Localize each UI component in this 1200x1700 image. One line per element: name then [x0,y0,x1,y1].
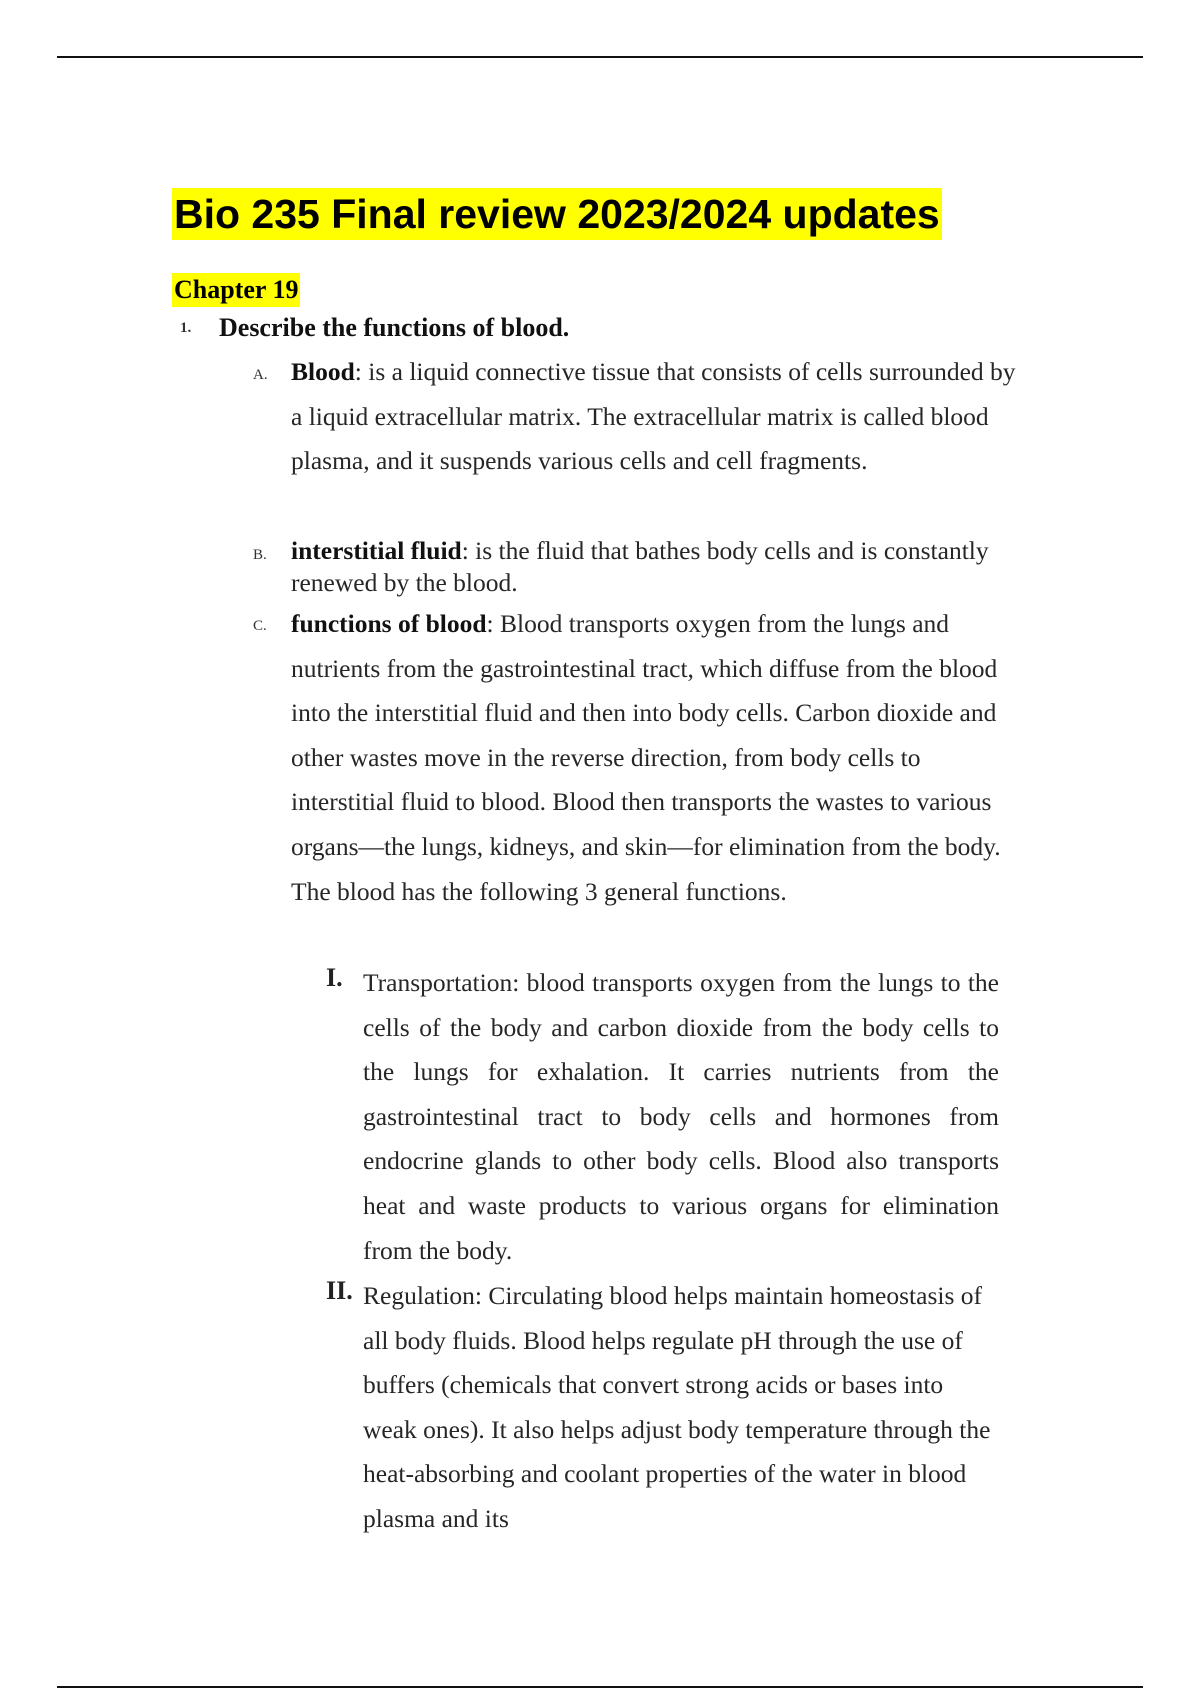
question-text: Describe the functions of blood. [219,313,570,342]
item-blood [291,350,1016,484]
subitem-transportation: Transportation: blood transports oxygen from the lungs to the cells of the body and carbon dioxide from the body cells to the lungs for exhalation. It carries nutrients from the gastrointestinal tract to body cells and hormones from endocrine glands to other body cells. Blood also transports heat and waste products to various organs for elimination from the body. [363,968,999,1265]
item-text: : is a liquid connective tissue that consists of cells surrounded by a liquid extracellular matrix. The extracellular matrix is called blood plasma, and it suspends various cells and cell fragments. [291,357,1016,476]
subitem-marker-i: I. [326,963,343,992]
subitem-regulation: Regulation: Circulating blood helps maintain homeostasis of all body fluids. Blood helps regulate pH through the use of buffers (chemicals that convert strong acids or bases into weak ones). It also helps adjust body temperature through the heat-absorbing and coolant properties of the water in blood plasma and its [363,1281,991,1533]
page-title: Bio 235 Final review 2023/2024 updates [172,188,942,240]
item-text: : Blood transports oxygen from the lungs and nutrients from the gastrointestinal tract, which diffuse from the blood into the interstitial fluid and then into body cells. Carbon dioxide and other wastes move in the reverse direction, from body cells to interstitial fluid to blood. Blood then transports the wastes to various organs—the lungs, kidneys, and skin—for elimination from the body. The blood has the following 3 general functions. [291,609,1001,906]
item-term: Blood [291,357,355,386]
question-number: 1. [180,320,192,336]
item-term: functions of blood [291,609,487,638]
subitem-marker-ii: II. [326,1276,353,1305]
item-interstitial-fluid [291,535,1016,599]
item-functions-of-blood [291,602,1016,914]
chapter-heading: Chapter 19 [172,273,300,307]
top-rule [57,56,1143,58]
item-text: : is the fluid that bathes body cells and is constantly renewed by the blood. [291,536,989,597]
item-term: interstitial fluid [291,536,462,565]
bottom-rule [57,1686,1143,1688]
item-marker-a: A. [253,367,268,383]
item-marker-c: C. [253,618,267,634]
item-marker-b: B. [253,547,267,563]
